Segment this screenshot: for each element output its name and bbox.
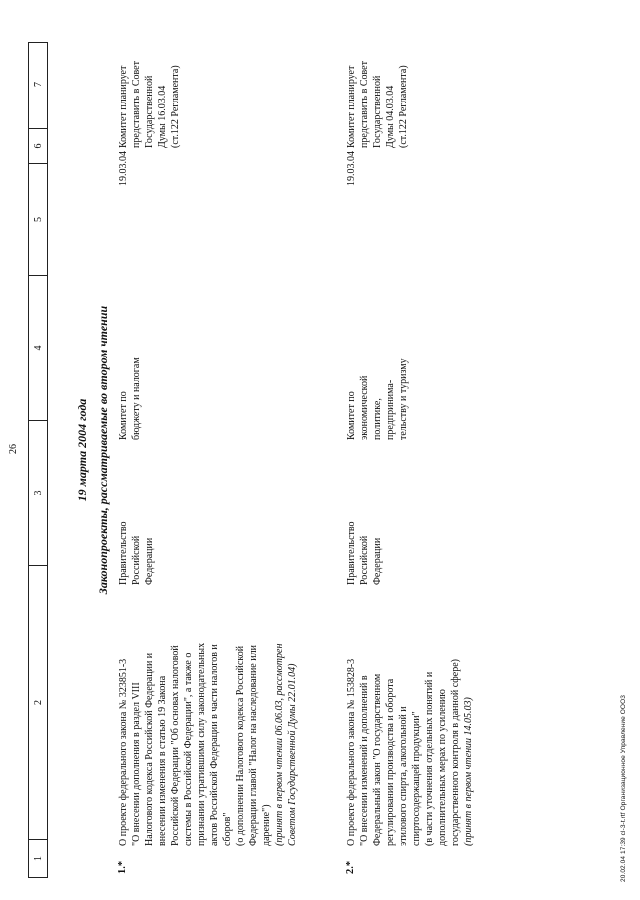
bill-number: 1.* [117, 860, 128, 874]
column-number: 3 [29, 420, 47, 565]
bill-committee: Комитет по бюджету и налогам [118, 357, 142, 440]
column-number: 6 [29, 128, 47, 163]
bill-plan: Комитет планирует представить в Совет Государственной Думы 16.03.04 (ст.122 Регламента) [118, 61, 181, 148]
column-number: 7 [32, 82, 44, 87]
bill-date: 19.03.04 [346, 151, 357, 186]
page-number: 26 [8, 444, 19, 454]
column-number: 5 [29, 163, 47, 275]
bill-status-note: (принят в первом чтении 06.06.03, рассмотрен Советом Государственной Думы 22.01.04) [274, 643, 298, 846]
column-number: 4 [29, 275, 47, 420]
bill-initiator: Правительство Российской Федерации [118, 521, 155, 585]
column-number: 2 [29, 565, 47, 839]
bill-status-note: (принят в первом чтении 14.05.03) [463, 697, 474, 846]
bill-initiator: Правительство Российской Федерации [346, 521, 383, 585]
date-heading: 19 марта 2004 года [75, 398, 89, 502]
column-number: 1 [29, 839, 47, 877]
bill-date: 19.03.04 [118, 151, 129, 186]
bill-committee: Комитет по экономической политике, предпринима- тельству и туризму [346, 358, 409, 440]
bill-plan: Комитет планирует представить в Совет Государственной Думы 04.03.04 (ст.122 Регламента) [346, 61, 409, 148]
bill-title: О проекте федерального закона № 323851-3 "О внесении дополнения в раздел VIII Налогового кодекса Российской Федерации и внесении изменения в статью 19 Закона Российской Федерации "Об основах налоговой системы в Российской Федерации", а также о признании утратившими силу законодательных актов Российской Федерации в части налогов и сборов" (о дополнении Налогового кодекса Российской Федерации главой "Налог на наследование или дарение") [118, 642, 272, 846]
document-footer: 20.02.04 17:39 cl-3-t.rtf Организационное Управление ООО3 [620, 695, 627, 882]
bill-number: 2.* [345, 860, 356, 874]
section-heading: Законопроекты, рассматриваемые во втором чтении [96, 305, 110, 595]
bill-title: О проекте федерального закона № 153828-3 "О внесении изменений и дополнений в Федеральный закон "О государственном регулировании производства и оборота этилового спирта, алкогольной и спиртосодержащей продукции" (в части уточнения отдельных понятий и дополнительных мерах по усилению государственного контроля в данной сфере) [346, 658, 461, 846]
column-number-header [28, 42, 48, 878]
